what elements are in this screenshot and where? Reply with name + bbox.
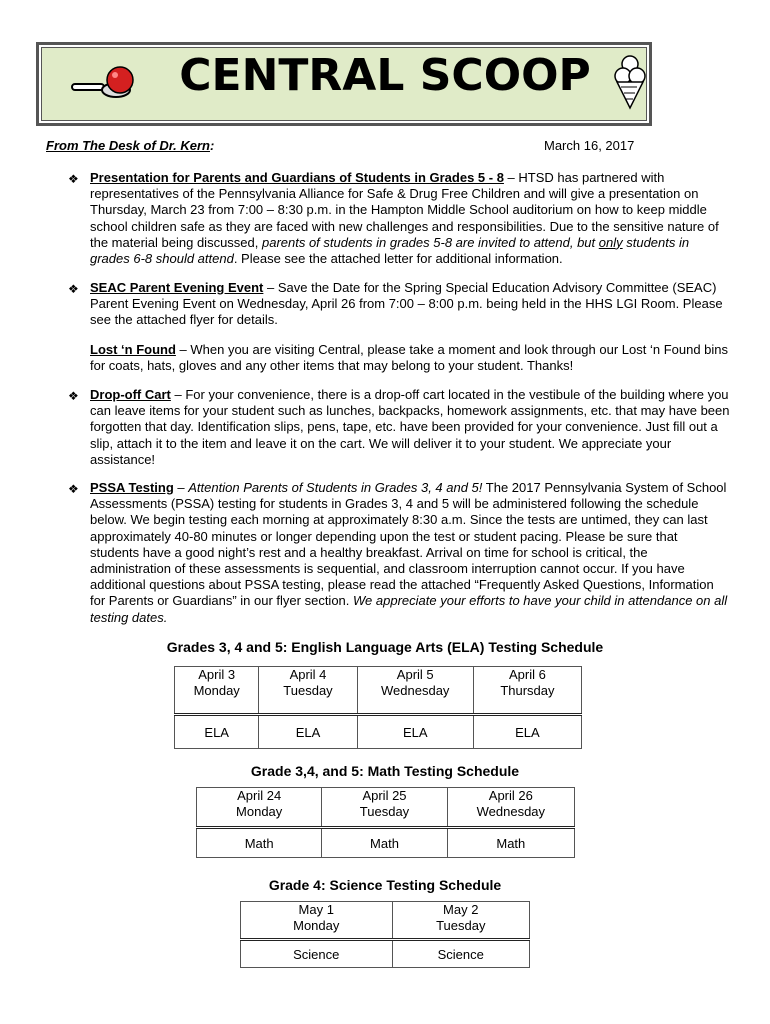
item-text: – When you are visiting Central, please take a moment and look through our Lost ‘n Found bins for coats, hats, gloves and any other items that may belong to your student. Thanks!	[90, 342, 729, 374]
newsletter-title: CENTRAL SCOOP	[179, 50, 591, 101]
table-cell: Science	[241, 940, 393, 968]
item-italic: We appreciate your efforts to have your child in attendance on all testing dates.	[90, 593, 728, 625]
table-cell	[357, 667, 473, 715]
item-title: Lost ‘n Found	[90, 342, 176, 357]
science-schedule-table	[240, 901, 530, 968]
item-text: –	[173, 480, 189, 495]
table-cell	[241, 902, 393, 940]
math-schedule-table	[196, 787, 575, 858]
table-cell	[447, 788, 574, 828]
cell-date: April 24	[237, 788, 282, 803]
ice-cream-cone-icon	[612, 54, 648, 110]
table-cell: Math	[197, 828, 322, 858]
item-text: – HTSD has partnered with representatives of the Pennsylvania Alliance for Safe & Drug Free Children and will give a presentation on Thursday, March 23 from 7:00 – 8:30 p.m. in the Hampton Middle School auditorium on how to keep middle school children safe as they are faced with new challenges and responsibilities. Due to the sensitive nature of the material being discussed,	[90, 170, 719, 250]
cell-date: May 1	[298, 902, 334, 917]
cell-date: April 5	[396, 667, 434, 682]
list-item	[90, 387, 730, 468]
table-cell	[322, 788, 447, 828]
list-item	[90, 280, 730, 329]
cell-date: April 3	[198, 667, 236, 682]
cell-weekday: Thursday	[500, 683, 555, 698]
from-suffix: :	[209, 138, 215, 153]
item-title: PSSA Testing	[90, 480, 174, 495]
cell-weekday: Monday	[193, 683, 240, 698]
item-italic: students in grades 6-8 should attend	[90, 234, 690, 267]
cell-date: May 2	[443, 902, 479, 917]
cell-weekday: Wednesday	[381, 683, 450, 698]
bullet-icon: ❖	[68, 282, 79, 296]
cell-weekday: Monday	[293, 918, 340, 933]
table-cell	[175, 667, 259, 715]
table-cell	[259, 667, 357, 715]
ela-schedule-heading: Grades 3, 4 and 5: English Language Arts (ELA) Testing Schedule	[166, 639, 604, 655]
table-cell: ELA	[259, 715, 357, 749]
table-cell	[197, 788, 322, 828]
cell-weekday: Monday	[236, 804, 283, 819]
bullet-icon: ❖	[68, 389, 79, 403]
item-italic: Attention Parents of Students in Grades 3, 4 and 5!	[188, 480, 483, 495]
table-cell: ELA	[357, 715, 473, 749]
item-italic-underline: only	[598, 234, 623, 250]
cell-weekday: Tuesday	[283, 683, 333, 698]
item-text: The 2017 Pennsylvania System of School Assessments (PSSA) testing for students in Grades 3, 4 and 5 will be administered following the schedule below. We begin testing each morning at approximately 8:30 a.m. Since the tests are untimed, they can last approximately 40-80 minutes or longer depending upon the test or student pacing. Please be sure that students have a good night’s rest and a healthy breakfast. Arrival on time for school is critical, the administration of these assessments is sequential, and classroom interruption cannot occur. If you have additional questions about PSSA testing, please read the attached “Frequently Asked Questions, Information for Parents or Guardians” in our flyer section.	[90, 480, 727, 609]
table-cell: Math	[447, 828, 574, 858]
math-schedule-heading: Grade 3,4, and 5: Math Testing Schedule	[250, 763, 520, 779]
table-cell: Science	[392, 940, 529, 968]
item-title: SEAC Parent Evening Event	[90, 280, 264, 295]
from-line	[46, 138, 214, 153]
science-schedule-heading: Grade 4: Science Testing Schedule	[268, 877, 502, 893]
cell-date: April 26	[488, 788, 533, 803]
table-cell: ELA	[175, 715, 259, 749]
list-item	[90, 342, 730, 374]
item-text: . Please see the attached letter for additional information.	[233, 251, 563, 267]
table-cell	[392, 902, 529, 940]
table-cell: Math	[322, 828, 447, 858]
cell-weekday: Tuesday	[436, 918, 486, 933]
item-text: – Save the Date for the Spring Special Education Advisory Committee (SEAC) Parent Evening Event on Wednesday, April 26 from 7:00 – 8:00 p.m. being held in the HHS LGI Room. Please see the attached flyer for details.	[90, 280, 723, 328]
list-item	[90, 170, 730, 267]
ela-schedule-table	[174, 666, 582, 749]
cell-weekday: Wednesday	[476, 804, 546, 819]
cell-date: April 6	[508, 667, 546, 682]
from-label: From The Desk of Dr. Kern	[46, 138, 210, 153]
bullet-icon: ❖	[68, 172, 79, 186]
table-cell	[473, 667, 581, 715]
item-text: – For your convenience, there is a drop-off cart located in the vestibule of the building where you can leave items for your student such as lunches, backpacks, homework assignments, etc. that may have been forgotten that day. Identification slips, pens, tape, etc. have been provided for your convenience. Just fill out a slip, attach it to the item and leave it on the cart. We will deliver it to your student. We appreciate your assistance!	[90, 387, 730, 467]
list-item	[90, 480, 730, 626]
item-title: Drop-off Cart	[90, 387, 171, 402]
bullet-icon: ❖	[68, 482, 79, 496]
item-italic: parents of students in grades 5-8 are invited to attend, but	[261, 234, 599, 250]
cell-date: April 25	[362, 788, 407, 803]
cell-weekday: Tuesday	[359, 804, 410, 819]
issue-date: March 16, 2017	[544, 138, 635, 153]
item-title: Presentation for Parents and Guardians of Students in Grades 5 - 8	[90, 170, 504, 185]
cell-date: April 4	[289, 667, 327, 682]
table-cell: ELA	[473, 715, 581, 749]
